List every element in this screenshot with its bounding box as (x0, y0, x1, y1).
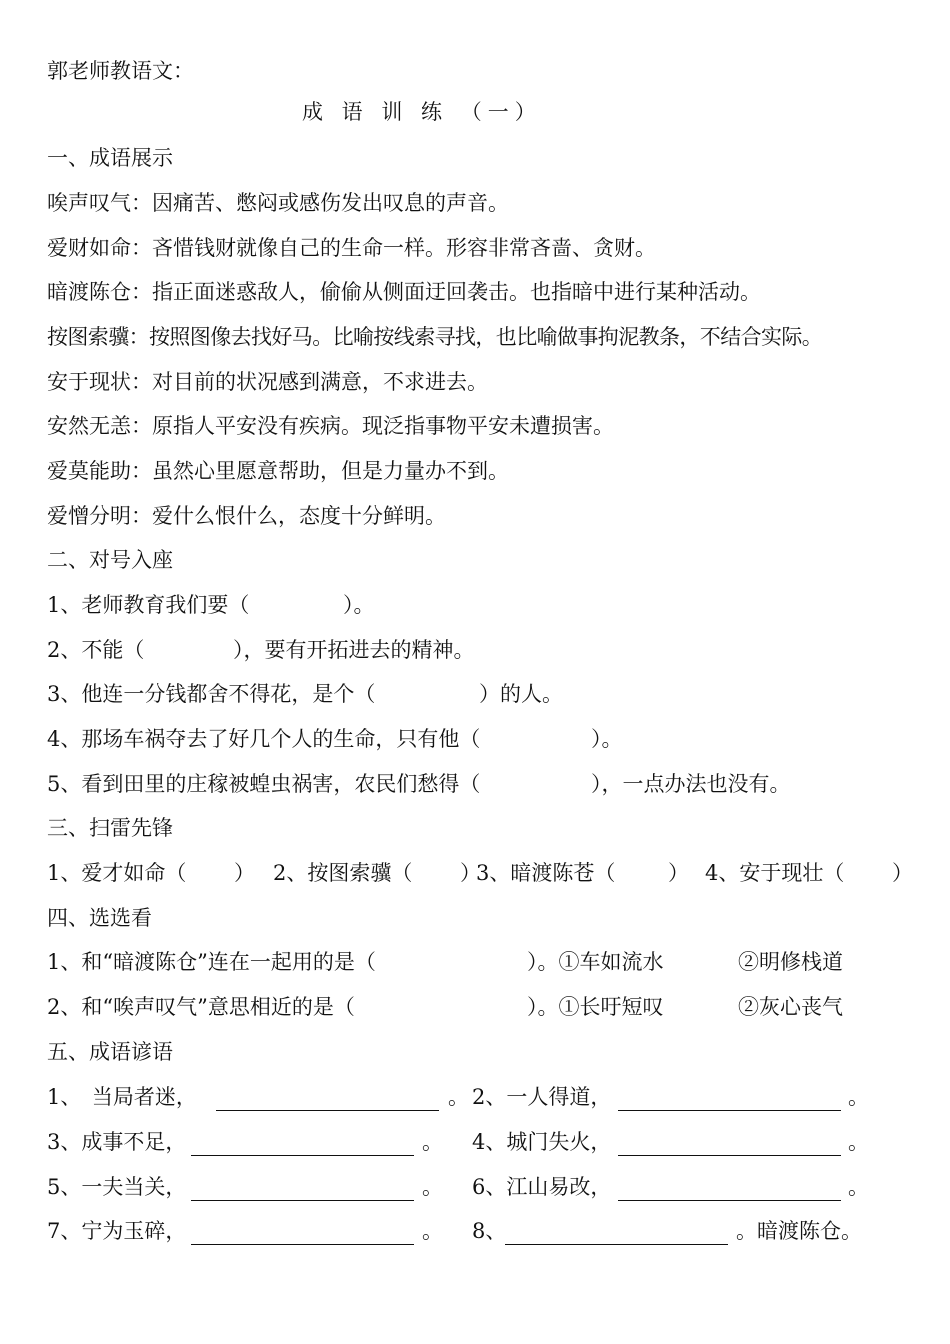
idiom-definition: 虽然心里愿意帮助，但是力量办不到。 (152, 459, 509, 483)
answer-line[interactable] (618, 1133, 841, 1156)
question-text: 2、不能（ (47, 638, 145, 662)
proverb-end: 。暗渡陈仓。 (736, 1219, 862, 1243)
proverb-prompt: 6、江山易改， (472, 1175, 612, 1199)
idiom-term: 安于现状： (47, 370, 152, 394)
idiom-definition: 原指人平安没有疾病。现泛指事物平安未遭损害。 (152, 414, 614, 438)
answer-line[interactable] (191, 1133, 414, 1156)
proverb-end: 。 (848, 1085, 869, 1109)
question-text: 3、暗渡陈苍（ (476, 861, 616, 885)
idiom-term: 爱憎分明： (47, 504, 152, 528)
proverb-prompt: 5、一夫当关， (47, 1175, 187, 1199)
proverb-prompt: 1、 当局者迷， (47, 1085, 197, 1109)
idiom-entry (47, 411, 614, 441)
idiom-entry (47, 277, 761, 307)
idiom-term: 暗渡陈仓： (47, 280, 152, 304)
question-text: ），要有开拓进去的精神。 (233, 638, 475, 662)
proverb-prompt: 4、城门失火， (472, 1130, 612, 1154)
question-text: 1、爱才如命（ (47, 861, 187, 885)
idiom-definition: 爱什么恨什么，态度十分鲜明。 (152, 504, 446, 528)
section4-heading: 四、选选看 (47, 906, 152, 930)
section3-heading: 三、扫雷先锋 (47, 816, 173, 840)
question-text: ）。①车如流水 (527, 950, 664, 974)
answer-line[interactable] (505, 1222, 728, 1245)
question-text: ）。 (343, 593, 375, 617)
idiom-term: 爱财如命： (47, 236, 152, 260)
proverb-prompt: 8、 (472, 1219, 507, 1243)
question-text: ） (460, 861, 481, 885)
question-text: 1、和“暗渡陈仓”连在一起用的是（ (47, 950, 376, 974)
question-text: 1、老师教育我们要（ (47, 593, 250, 617)
proverb-end: 。 (422, 1219, 443, 1243)
option-text: ②明修栈道 (738, 950, 843, 974)
section5-heading: 五、成语谚语 (47, 1040, 173, 1064)
proverb-end: 。 (848, 1130, 869, 1154)
idiom-entry (47, 188, 509, 218)
proverb-prompt: 3、成事不足， (47, 1130, 187, 1154)
idiom-term: 按图索骥： (47, 325, 149, 349)
author-line: 郭老师教语文： (47, 59, 194, 83)
question-text: ） (668, 861, 689, 885)
idiom-entry (47, 322, 822, 352)
question-text: 5、看到田里的庄稼被蝗虫祸害，农民们愁得（ (47, 772, 481, 796)
idiom-term: 安然无恙： (47, 414, 152, 438)
idiom-definition: 吝惜钱财就像自己的生命一样。形容非常吝啬、贪财。 (152, 236, 656, 260)
proverb-prompt: 2、一人得道， (472, 1085, 612, 1109)
idiom-definition: 对目前的状况感到满意，不求进去。 (152, 370, 488, 394)
proverb-end: 。 (422, 1130, 443, 1154)
question-text: 4、那场车祸夺去了好几个人的生命，只有他（ (47, 727, 481, 751)
idiom-term: 唉声叹气： (47, 191, 152, 215)
idiom-entry (47, 233, 656, 263)
question-text: ）的人。 (479, 682, 563, 706)
question-text: ），一点办法也没有。 (591, 772, 791, 796)
idiom-entry (47, 367, 488, 397)
answer-line[interactable] (191, 1178, 414, 1201)
question-text: 2、和“唉声叹气”意思相近的是（ (47, 995, 355, 1019)
question-text: 4、安于现壮（ (705, 861, 845, 885)
idiom-entry (47, 501, 446, 531)
answer-line[interactable] (191, 1222, 414, 1245)
proverb-end: 。 (422, 1175, 443, 1199)
idiom-definition: 指正面迷惑敌人，偷偷从侧面迂回袭击。也指暗中进行某种活动。 (152, 280, 761, 304)
question-text: ） (234, 861, 255, 885)
section1-heading: 一、成语展示 (47, 146, 173, 170)
question-text: ） (892, 861, 913, 885)
page-title: 成 语 训 练 （一） (302, 100, 542, 124)
idiom-definition: 因痛苦、憋闷或感伤发出叹息的声音。 (152, 191, 509, 215)
question-text: 3、他连一分钱都舍不得花，是个（ (47, 682, 376, 706)
proverb-end: 。 (448, 1085, 469, 1109)
proverb-end: 。 (848, 1175, 869, 1199)
idiom-definition: 按照图像去找好马。比喻按线索寻找，也比喻做事拘泥教条，不结合实际。 (149, 325, 823, 349)
answer-line[interactable] (618, 1088, 841, 1111)
question-text: ）。①长吁短叹 (527, 995, 664, 1019)
idiom-term: 爱莫能助： (47, 459, 152, 483)
section2-heading: 二、对号入座 (47, 548, 173, 572)
idiom-entry (47, 456, 509, 486)
proverb-prompt: 7、宁为玉碎， (47, 1219, 187, 1243)
question-text: 2、按图索骥（ (273, 861, 413, 885)
question-text: ）。 (591, 727, 623, 751)
option-text: ②灰心丧气 (738, 995, 843, 1019)
answer-line[interactable] (216, 1088, 439, 1111)
answer-line[interactable] (618, 1178, 841, 1201)
